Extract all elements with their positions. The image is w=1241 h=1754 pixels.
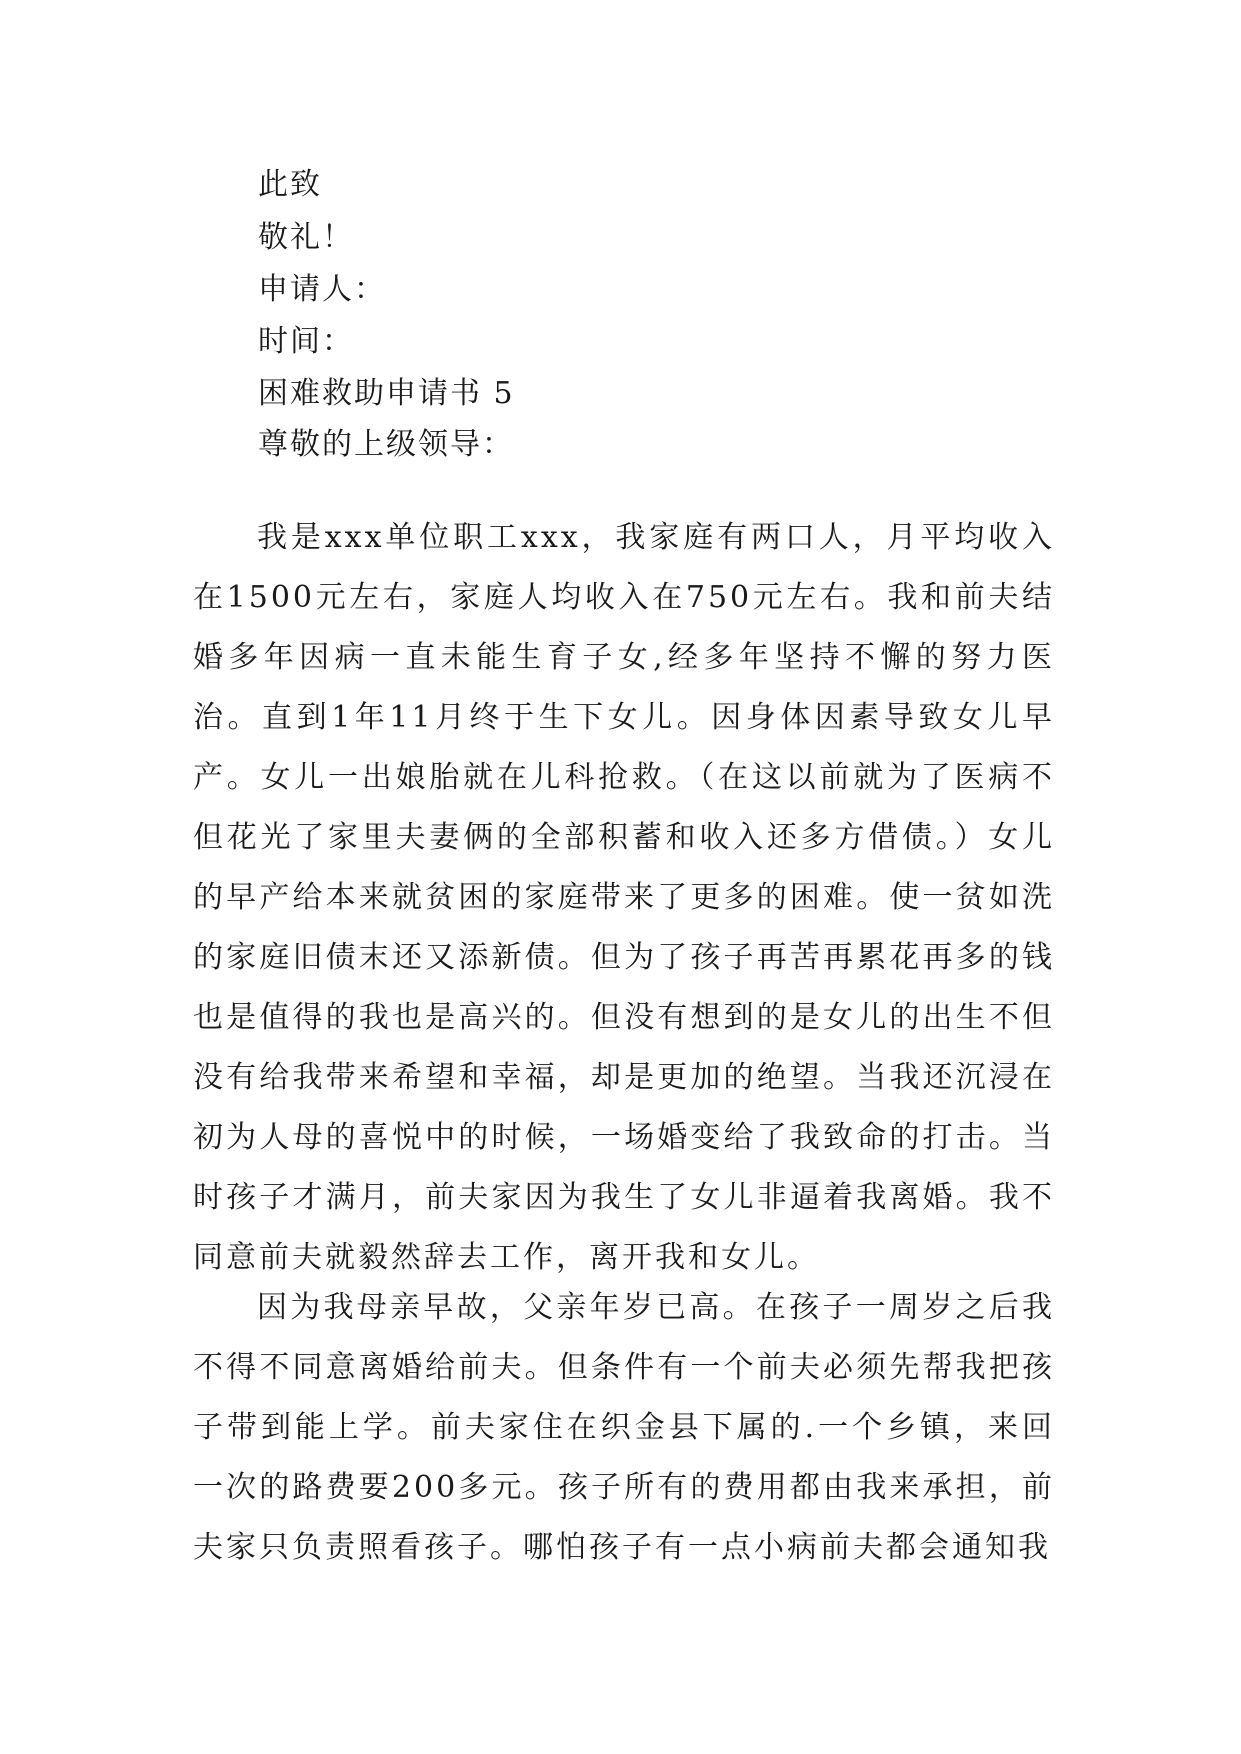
body-paragraph-1: 我是xxx单位职工xxx，我家庭有两口人，月平均收入在1500元左右，家庭人均收入在750元左右。我和前夫结婚多年因病一直未能生育子女,经多年坚持不懈的努力医治。直到1年11月终于生下女儿。因身体因素导致女儿早产。女儿一出娘胎就在儿科抢救。（在这以前就为了医病不但花光了家里夫妻俩的全部积蓄和收入还多方借债。）女儿的早产给本来就贫困的家庭带来了更多的困难。使一贫如洗的家庭旧债末还又添新债。但为了孩子再苦再累花再多的钱也是值得的我也是高兴的。但没有想到的是女儿的出生不但没有给我带来希望和幸福，却是更加的绝望。当我还沉浸在初为人母的喜悦中的时候，一场婚变给了我致命的打击。当时孩子才满月，前夫家因为我生了女儿非逼着我离婚。我不同意前夫就毅然辞去工作，离开我和女儿。 [193, 520, 1055, 1275]
greeting-line: 尊敬的上级领导： [258, 427, 514, 462]
body-paragraph-2: 因为我母亲早故，父亲年岁已高。在孩子一周岁之后我不得不同意离婚给前夫。但条件有一个前夫必须先帮我把孩子带到能上学。前夫家住在织金县下属的.一个乡镇，来回一次的路费要200多元。孩子所有的费用都由我来承担，前夫家只负责照看孩子。哪怕孩子有一点小病前夫都会通知我 [193, 1290, 1055, 1565]
closing-line: 此致 [258, 167, 322, 202]
document-title: 困难救助申请书 5 [258, 376, 515, 411]
applicant-line: 申请人： [258, 272, 386, 307]
salute-line: 敬礼！ [258, 220, 354, 255]
time-line: 时间： [258, 324, 354, 359]
